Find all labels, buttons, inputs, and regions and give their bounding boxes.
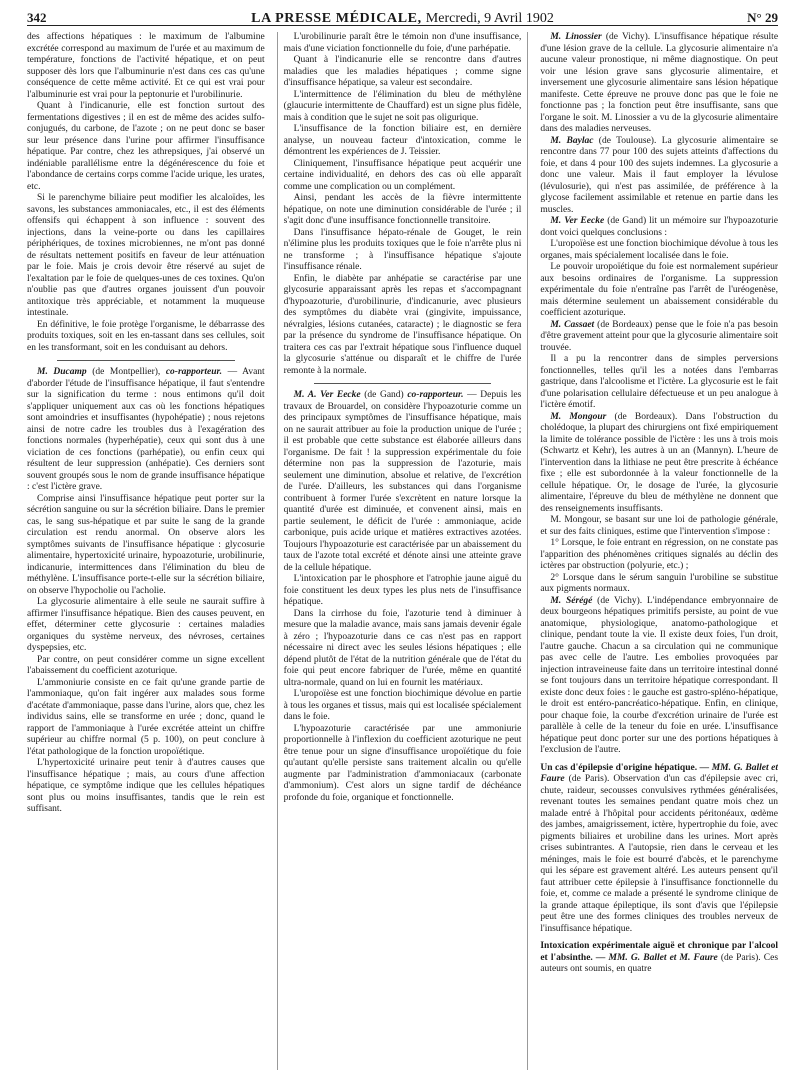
paragraph: Le pouvoir uropoïétique du foie est normalement supérieur aux besoins ordinaires de l'organisme. La suppression expérimentale du foie n'entraîne pas l'arrêt de l'uréogenèse, mais détermine seulement un abaissement considérable du coefficient azoturique.: [540, 262, 778, 318]
speaker-name: M. Mongour: [550, 411, 607, 422]
speaker-name: M. Baylac: [550, 135, 594, 146]
paragraph: Quant à l'indicanurie elle se rencontre dans d'autres maladies que les maladies hépatiques ; comme signe d'insuffisance hépatique, sa valeur est secondaire.: [283, 55, 522, 88]
paragraph-text: (de Paris). Observation d'un cas d'épilepsie avec cri, chute, raideur, secousses convulsives rythmées généralisées, revenant toutes les semaines pendant quatre mois chez un malade entré à l'hôpital pour accidents péritonéaux, œdème des jambes, amaigrissement, ictère, hypertrophie du foie, avec pigments biliaires et urobiline dans les urines. Mort après crises subintrantes. A l'autopsie, rien dans le cerveau et les méninges, mais le foie est bourré d'abcès, et le parenchyme qui les sépare est gravement altéré. Les auteurs pensent qu'il faut attribuer cette épilepsie à l'insuffisance fonctionnelle du foie, et, comme ce malade a présenté le syndrome clinique de la grande attaque épileptique, ils sont d'avis que l'épilepsie peut être une des formes cliniques des troubles nerveux de l'insuffisance hépatique.: [540, 774, 778, 934]
speaker-name: M. Linossier: [550, 32, 602, 42]
speaker-name: M. A. Ver Eecke: [293, 390, 361, 400]
page-number: 342: [27, 10, 47, 25]
paragraph: des affections hépatiques : le maximum de l'albumine excrétée correspond au maximum de l'urée et au maximum de température, fonctions de l'activité hépatique, et on peut supposer dès lors que l'albuminurie n'est dans ces cas qu'une conséquence de cette même activité. Et ce qui est vrai pour l'albuminurie est vrai pour la peptonurie et l'urobilinurie.: [27, 32, 265, 100]
column-right: [540, 32, 778, 1070]
journal-title: [251, 11, 554, 27]
paragraph-text: — Avant d'aborder l'étude de l'insuffisance hépatique, il faut s'entendre sur la signification du terme : nous entimons qu'il doit s'appliquer uniquement aux cas où les fonctions hépatiques sont amoindries et insuffisantes (hypohépatie) ; nous rejetons ainsi de notre cadre les troubles dus à l'exagération des fonctions normales (hyperhépatie), ceux qui sont dus à une viciation de ces fonctions (parhépatie), ou enfin ceux qui résultent de leur suppression (anhépatie). Ces derniers sont souvent groupés sous le nom de grande insuffisance hépatique : c'est l'ictère grave.: [27, 367, 265, 492]
section-paragraph: [540, 763, 778, 936]
section-divider: [57, 360, 235, 361]
paragraph: L'intoxication par le phosphore et l'atrophie jaune aiguë du foie constituent les deux types les plus nets de l'insuffisance hépatique.: [283, 574, 522, 607]
paragraph: L'hypertoxicité urinaire peut tenir à d'autres causes que l'insuffisance hépatique ; mais, au cours d'une affection hépatique, ce symptôme indique que les cellules hépatiques sont plus ou moins insuffisantes, tandis que le rein est suffisant.: [27, 758, 265, 814]
paragraph: M. Mongour, se basant sur une loi de pathologie générale, et sur des faits cliniques, estime que l'intervention s'impose :: [540, 515, 778, 537]
speaker-paragraph: [540, 320, 778, 355]
page-header: [27, 0, 778, 26]
paragraph: Cliniquement, l'insuffisance hépatique peut acquérir une certaine individualité, en dehors des cas où elle apparaît comme une complication ou un complément.: [283, 158, 522, 192]
speaker-role: co-rapporteur.: [165, 367, 223, 377]
paragraph: L'hypoazoturie caractérisée par une ammoniurie proportionnelle à l'inflexion du coefficient azoturique ne peut être tenue pour un signe d'insuffisance uropoïétique du foie qu'autant qu'elle persiste sans traitement alcalin ou qu'elle augmente par l'administration d'ammoniacaux (carbonate d'ammonium). C'est alors un signe tardif de déchéance profonde du foie, organique et fonctionnelle.: [283, 723, 522, 803]
paragraph: Dans l'insuffisance hépato-rénale de Gouget, le rein n'élimine plus les produits toxiques que le foie n'arrête plus ni ne transforme ; à l'insuffisance hépatique s'ajoute l'insuffisance rénale.: [283, 227, 522, 272]
speaker-paragraph: [284, 390, 522, 574]
paragraph: L'ammoniurie consiste en ce fait qu'une grande partie de l'ammoniaque, qu'on fait ingérer aux malades sous forme d'acétate d'ammoniaque, passe dans l'urine, alors que, chez les individus sains, elle se transforme en urée ; donc, quand le rapport de l'ammoniaque à l'urée excrétée atteint un chiffre supérieur au chiffre normal (5 p. 100), on peut conclure à l'état pathologique de la fonction uropoïétique.: [27, 677, 265, 757]
speaker-paragraph: [540, 596, 778, 757]
paragraph-text: (de Bordeaux). Dans l'obstruction du cholédoque, la plupart des chirurgiens ont fixé empiriquement la limite de tolérance possible de l'ictère : les uns à trois mois (Schwartz et Kehr), les autres à un an (Mannyn). L'heure de l'intervention dans la lithiase ne peut être prescrite à échéance fixe ; elle est subordonnée à la valeur fonctionnelle de la cellule hépatique. Or, le dosage de l'urée, la glycosurie alimentaire, l'épreuve du bleu de méthylène ne donnent que des renseignements insuffisants.: [540, 411, 778, 514]
paragraph: 2° Lorsque dans le sérum sanguin l'urobiline se substitue aux pigments normaux.: [540, 572, 778, 594]
issue-date: Mercredi, 9 Avril 1902: [425, 11, 554, 26]
paragraph: L'urobilinurie paraît être le témoin non d'une insuffisance, mais d'une viciation fonctionnelle du foie, d'une parhépatie.: [283, 32, 522, 54]
paragraph: L'intermittence de l'élimination du bleu de méthylène (glaucurie intermittente de Chauffard) est un signe plus fidèle, mais à condition que le sujet ne soit pas oligurique.: [283, 89, 522, 123]
speaker-place: (de Montpellier),: [92, 367, 161, 377]
paragraph: L'uropoïèse est une fonction biochimique dévolue en partie à tous les organes et tissus, mais qui est localisée spécialement dans le foie.: [283, 689, 522, 722]
journal-name: LA PRESSE MÉDICALE,: [251, 11, 422, 26]
speaker-name: M. Cassaet: [550, 319, 595, 330]
section-title: Intoxication expérimentale aiguë et chronique par l'alcool et l'absinthe.: [540, 941, 778, 963]
paragraph-text: — Depuis les travaux de Brouardel, on considère l'hypoazoturie comme un des principaux symptômes de l'insuffisance hépatique, mais on ne saurait attribuer au foie la production unique de l'urée ; il est probable que cette substance est élaborée ailleurs dans l'organisme. De fait ! la suppression expérimentale du foie détermine non pas la suppression de l'azoturie, mais seulement une diminution, absolue et relative, de l'excrétion de l'urée. D'ailleurs, les substances qui dans l'organisme contribuent à former l'urée s'excrètent en nature lorsque la quantité d'urée est diminuée, et convenent ainsi, mais en partie seulement, le déficit de l'urée : ammoniaque, acide carbonique, puis acide urique et matières extractives azotées. Toujours l'hypoazoturie est caractérisée par un abaissement du taux de l'azote total excrété et dénote ainsi une atteinte grave de la cellule hépatique.: [283, 390, 522, 573]
paragraph-text: (de Toulouse). La glycosurie alimentaire se rencontre dans 77 pour 100 des sujets atteints d'affections du foie, et dans 4 pour 100 des sujets indemnes. La glycosurie a donc une valeur. Mais il faut employer la lévulose (lévulosurie), qui n'est pas assimilée, de préférence à la glycose facilement assimilable et retenue en partie dans les muscles.: [540, 135, 778, 215]
speaker-name: M. Ver Eecke: [550, 216, 605, 226]
paragraph: Enfin, le diabète par anhépatie se caractérise par une glycosurie apparaissant après les repas et s'accompagnant d'hypoazoturie, d'urobilinurie, d'indicanurie, avec plusieurs des symptômes du diabète vrai (gingivite, impuissance, névralgies, lésions cutanées, cataracte) ; le diagnostic se fera par la présence du syndrome de l'insuffisance hépatique. On traitera ces cas par l'extrait hépatique sous l'influence duquel la glycosurie s'atténue ou disparaît et le chiffre de l'urée remonte à la normale.: [283, 273, 522, 376]
speaker-paragraph: [540, 216, 778, 239]
paragraph: Par contre, on peut considérer comme un signe excellent l'abaissement du coefficient azoturique.: [27, 654, 265, 676]
paragraph: Si le parenchyme biliaire peut modifier les alcaloïdes, les savons, les substances ammoniacales, etc., il est des éléments offensifs qui échappent à son influence : souvent des injections, dans la veine-porte ou dans les capillaires périphériques, de toxines microbiennes, ne m'ont pas donné de résultats nettement positifs en faveur de leur atténuation par le foie. Mais je crois devoir être réservé au sujet de l'exaltation par le foie de quelques-unes de ces toxines. Qu'on n'oublie pas que d'autres organes jouissent d'un pouvoir antitoxique très appréciable, et notamment la muqueuse intestinale.: [27, 193, 265, 318]
column-middle: [277, 32, 529, 1070]
paragraph: Il a pu la rencontrer dans de simples perversions fonctionnelles, telles qu'il les a notées dans l'embarras gastrique, dans l'alcoolisme et l'ictère. La glycosurie est le fait d'une polarisation cellulaire défectueuse et un peu analogue à l'ictère émotif.: [540, 354, 778, 410]
section-authors: — MM. G. Ballet et M. Faure: [595, 952, 718, 963]
section-authors: — MM. G. Ballet et Faure: [540, 762, 778, 784]
speaker-name: M. Ducamp: [37, 367, 87, 377]
section-paragraph: [540, 941, 778, 976]
speaker-role: co-rapporteur.: [407, 390, 464, 400]
issue-number: N° 29: [747, 10, 778, 25]
paragraph: Comprise ainsi l'insuffisance hépatique peut porter sur la sécrétion sanguine ou sur la sécrétion biliaire. Dans le premier cas, le sang sus-hépatique et par suite le sang de la grande circulation est rendu anormal. On observe alors les symptômes suivants de l'insuffisance hépatique : glycosurie alimentaire, hypertoxicité urinaire, hypoazoturie, urobilinurie, indicanurie, intermittences dans l'élimination du bleu de méthylène. L'insuffisance porte-t-elle sur la sécrétion biliaire, on observe l'hypocholie ou l'acholie.: [27, 493, 265, 596]
paragraph: Ainsi, pendant les accès de la fièvre intermittente hépatique, on note une diminution considérable de l'urée ; il s'agit donc d'une insuffisance fonctionnelle transitoire.: [283, 193, 522, 226]
paragraph-text: (de Gand) lit un mémoire sur l'hypoazoturie dont voici quelques conclusions :: [540, 216, 778, 238]
speaker-name: M. Sérégé: [550, 595, 593, 606]
paragraph-text: (de Paris). Ces auteurs ont soumis, en quatre: [540, 952, 778, 974]
paragraph: En définitive, le foie protège l'organisme, le débarrasse des produits toxiques, soit en les en-tassant dans ses cellules, soit en les transformant, soit en les conduisant au dehors.: [27, 319, 265, 353]
section-divider: [314, 383, 492, 384]
speaker-place: (de Gand): [364, 390, 404, 400]
paragraph: La glycosurie alimentaire à elle seule ne saurait suffire à affirmer l'insuffisance hépatique. Bien des causes peuvent, en effet, déterminer cette glycosurie : certaines maladies organiques du système nerveux, des névroses, certaines dyspepsies, etc.: [27, 597, 265, 653]
paragraph: Dans la cirrhose du foie, l'azoturie tend à diminuer à mesure que la maladie avance, mais sans jamais devenir égale à zéro ; l'hypoazoturie dans ce cas n'est pas en rapport nécessaire ni direct avec les seules lésions hépatiques ; elle dépend plutôt de l'état de la nutrition générale que de l'état du foie qui peut encore fabriquer de l'urée, même en quantité ultra-normale, quand on lui en fournit les matériaux.: [283, 608, 522, 688]
speaker-paragraph: [540, 32, 778, 136]
speaker-paragraph: [27, 367, 265, 494]
paragraph: L'uropoïèse est une fonction biochimique dévolue à tous les organes, mais spécialement localisée dans le foie.: [540, 239, 778, 261]
section-title: Un cas d'épilepsie d'origine hépatique.: [540, 762, 698, 773]
paragraph-text: (de Bordeaux) pense que le foie n'a pas besoin d'être gravement atteint pour que la glycosurie alimentaire soit trouvée.: [540, 319, 778, 353]
column-left: [27, 32, 265, 1070]
paragraph: L'insuffisance de la fonction biliaire est, en dernière analyse, un nouveau facteur d'intoxication, comme le démontrent les expériences de J. Teissier.: [283, 124, 522, 157]
speaker-paragraph: [540, 412, 778, 516]
text-columns: [27, 32, 778, 1070]
paragraph: 1° Lorsque, le foie entrant en régression, on ne constate pas l'apparition des phénomènes critiques signalés au déclin des ictères par obstruction (polyurie, etc.) ;: [540, 538, 778, 571]
paragraph-text: (de Vichy). L'insuffisance hépatique résulte d'une lésion grave de la cellule. La glycosurie alimentaire n'a aucune valeur pronostique, ni même diagnostique. On peut voir une lésion grave sans glycosurie alimentaire, et inversement une glycosurie alimentaire sans lésion hépatique manifeste. Cette épreuve ne prouve donc pas que le foie ne fonctionne pas ; la fonction peut être insuffisante, sans que l'organe le soit. M. Linossier a vu de la glycosurie alimentaire dans des maladies nerveuses.: [540, 32, 778, 134]
speaker-paragraph: [540, 136, 778, 217]
paragraph: Quant à l'indicanurie, elle est fonction surtout des fermentations digestives ; il en est de même des acides sulfo-conjugués, du carbone, de l'azote ; on ne peut donc se baser sur leur présence dans l'urine pour affirmer l'insuffisance hépatique. Par contre, chez les athrepsiques, j'ai observé un indéniable parallélisme entre la dégénérescence du foie et l'abondance de certains corps comme l'acide urique, les urates, etc.: [27, 101, 265, 192]
paragraph-text: (de Vichy). L'indépendance embryonnaire de deux bourgeons hépatiques primitifs persiste, au point de vue anatomique, physiologique, anatomo-pathologique et clinique, pendant toute la vie. Il existe deux foies, l'un droit, l'autre gauche. Chacun a sa circulation qui ne communique pas avec celle de l'autre. Les embolies provoquées par injection intraveineuse faite dans un territoire intestinal donné se font toujours dans un territoire hépatique correspondant. Il existe donc deux foies : le gauche est gastro-spléno-hépatique, le droit est entéro-pancréatico-hépatique. Enfin, en clinique, pour chaque foie, la courbe d'excrétion urinaire de l'urée est parallèle à celle de la teneur du foie en urée. L'insuffisance hépatique peut donc porter sur une des portions hépatiques à l'exclusion de l'autre.: [540, 595, 778, 755]
